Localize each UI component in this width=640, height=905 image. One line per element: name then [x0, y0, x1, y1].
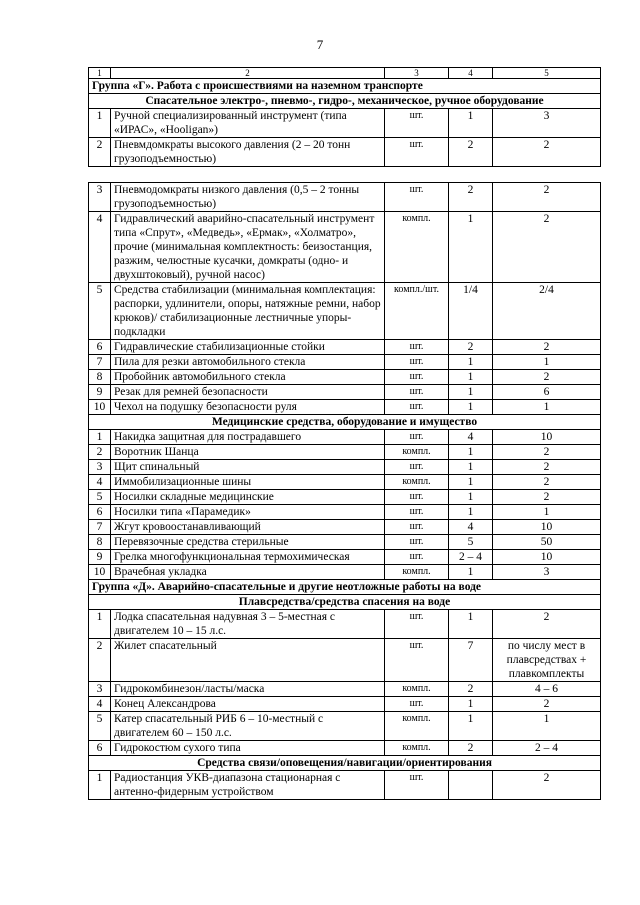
equipment-table-part-2 [88, 182, 601, 800]
item-name: Гидравлические стабилизационные стойки [111, 340, 385, 355]
quantity-max: 10 [493, 550, 601, 565]
unit-of-measure: шт. [385, 490, 449, 505]
quantity-max: 1 [493, 712, 601, 741]
quantity-min: 1 [449, 445, 493, 460]
column-number: 5 [493, 68, 601, 79]
quantity-min: 1 [449, 610, 493, 639]
group-heading-row [89, 580, 601, 595]
group-heading: Группа «Д». Аварийно-спасательные и другие неотложные работы на воде [89, 580, 601, 595]
table-row [89, 400, 601, 415]
quantity-min: 1 [449, 712, 493, 741]
table-row [89, 682, 601, 697]
quantity-min: 4 [449, 430, 493, 445]
quantity-max: по числу мест в плавсредствах + плавкомплекты [493, 639, 601, 682]
row-number: 3 [89, 682, 111, 697]
subsection-heading: Спасательное электро-, пневмо-, гидро-, механическое, ручное оборудование [89, 94, 601, 109]
item-name: Гидрокостюм сухого типа [111, 741, 385, 756]
table-row [89, 355, 601, 370]
unit-of-measure: шт. [385, 610, 449, 639]
unit-of-measure: компл. [385, 741, 449, 756]
equipment-table-part-1 [88, 67, 601, 167]
row-number: 1 [89, 771, 111, 800]
item-name: Гидравлический аварийно-спасательный инструмент типа «Спрут», «Медведь», «Ермак», «Холматро», прочие (минимальная комплектность: беизостанция, разжим, челюстные кусачки, домкраты (одно- и двухштоковый), ручной насос) [111, 212, 385, 283]
table-row [89, 445, 601, 460]
quantity-min: 7 [449, 639, 493, 682]
row-number: 8 [89, 535, 111, 550]
table-row [89, 385, 601, 400]
table-row [89, 283, 601, 340]
row-number: 7 [89, 355, 111, 370]
row-number: 5 [89, 490, 111, 505]
column-number: 3 [385, 68, 449, 79]
table-row [89, 741, 601, 756]
item-name: Резак для ремней безопасности [111, 385, 385, 400]
quantity-min: 5 [449, 535, 493, 550]
quantity-max: 50 [493, 535, 601, 550]
item-name: Ручной специализированный инструмент (типа «ИРАС», «Hooligan») [111, 109, 385, 138]
table-row [89, 712, 601, 741]
row-number: 2 [89, 445, 111, 460]
unit-of-measure: шт. [385, 639, 449, 682]
row-number: 2 [89, 639, 111, 682]
table-row [89, 109, 601, 138]
quantity-max: 10 [493, 430, 601, 445]
quantity-max: 2 [493, 490, 601, 505]
unit-of-measure: шт. [385, 370, 449, 385]
table-row [89, 212, 601, 283]
unit-of-measure: шт. [385, 183, 449, 212]
quantity-min [449, 771, 493, 800]
row-number: 4 [89, 697, 111, 712]
column-number: 1 [89, 68, 111, 79]
table-row [89, 340, 601, 355]
unit-of-measure: шт. [385, 550, 449, 565]
quantity-min: 4 [449, 520, 493, 535]
item-name: Катер спасательный РИБ 6 – 10-местный с двигателем 60 – 150 л.с. [111, 712, 385, 741]
quantity-max: 2 [493, 610, 601, 639]
quantity-max: 2 [493, 697, 601, 712]
row-number: 8 [89, 370, 111, 385]
item-name: Носилки типа «Парамедик» [111, 505, 385, 520]
row-number: 6 [89, 340, 111, 355]
row-number: 9 [89, 550, 111, 565]
quantity-max: 2 [493, 138, 601, 167]
table-row [89, 639, 601, 682]
item-name: Пила для резки автомобильного стекла [111, 355, 385, 370]
quantity-min: 1 [449, 385, 493, 400]
item-name: Жилет спасательный [111, 639, 385, 682]
row-number: 10 [89, 400, 111, 415]
quantity-min: 1 [449, 460, 493, 475]
quantity-min: 1 [449, 400, 493, 415]
quantity-min: 1 [449, 212, 493, 283]
unit-of-measure: шт. [385, 355, 449, 370]
item-name: Врачебная укладка [111, 565, 385, 580]
unit-of-measure: шт. [385, 505, 449, 520]
quantity-max: 2 [493, 771, 601, 800]
page-number: 7 [316, 37, 324, 52]
quantity-min: 1 [449, 697, 493, 712]
row-number: 6 [89, 505, 111, 520]
quantity-max: 2 [493, 183, 601, 212]
quantity-min: 1 [449, 565, 493, 580]
quantity-min: 2 [449, 340, 493, 355]
row-number: 3 [89, 183, 111, 212]
item-name: Пневмодомкраты низкого давления (0,5 – 2 тонны грузоподъемностью) [111, 183, 385, 212]
quantity-max: 2 [493, 460, 601, 475]
quantity-min: 1/4 [449, 283, 493, 340]
quantity-min: 1 [449, 355, 493, 370]
table-row [89, 771, 601, 800]
group-heading: Группа «Г». Работа с происшествиями на наземном транспорте [89, 79, 601, 94]
quantity-max: 2 [493, 340, 601, 355]
item-name: Воротник Шанца [111, 445, 385, 460]
unit-of-measure: компл. [385, 475, 449, 490]
quantity-max: 2 – 4 [493, 741, 601, 756]
table-row [89, 183, 601, 212]
column-number: 4 [449, 68, 493, 79]
unit-of-measure: компл. [385, 682, 449, 697]
subsection-heading-row [89, 595, 601, 610]
table-row [89, 697, 601, 712]
item-name: Чехол на подушку безопасности руля [111, 400, 385, 415]
item-name: Гидрокомбинезон/ласты/маска [111, 682, 385, 697]
item-name: Пробойник автомобильного стекла [111, 370, 385, 385]
table-row [89, 138, 601, 167]
row-number: 5 [89, 712, 111, 741]
subsection-heading: Средства связи/оповещения/навигации/ориентирования [89, 756, 601, 771]
row-number: 1 [89, 109, 111, 138]
row-number: 5 [89, 283, 111, 340]
row-number: 4 [89, 212, 111, 283]
row-number: 1 [89, 610, 111, 639]
table-row [89, 505, 601, 520]
table-row [89, 550, 601, 565]
quantity-max: 2/4 [493, 283, 601, 340]
row-number: 6 [89, 741, 111, 756]
quantity-max: 2 [493, 370, 601, 385]
unit-of-measure: шт. [385, 340, 449, 355]
row-number: 3 [89, 460, 111, 475]
quantity-min: 1 [449, 475, 493, 490]
unit-of-measure: компл./шт. [385, 283, 449, 340]
subsection-heading-row [89, 94, 601, 109]
unit-of-measure: компл. [385, 712, 449, 741]
item-name: Пневмдомкраты высокого давления (2 – 20 тонн грузоподъемностью) [111, 138, 385, 167]
row-number: 10 [89, 565, 111, 580]
item-name: Перевязочные средства стерильные [111, 535, 385, 550]
unit-of-measure: компл. [385, 212, 449, 283]
unit-of-measure: компл. [385, 565, 449, 580]
row-number: 9 [89, 385, 111, 400]
table-row [89, 565, 601, 580]
unit-of-measure: шт. [385, 535, 449, 550]
subsection-heading-row [89, 415, 601, 430]
row-number: 2 [89, 138, 111, 167]
table-row [89, 610, 601, 639]
quantity-min: 2 [449, 138, 493, 167]
table-row [89, 520, 601, 535]
quantity-max: 6 [493, 385, 601, 400]
item-name: Жгут кровоостанавливающий [111, 520, 385, 535]
table-row [89, 430, 601, 445]
item-name: Щит спинальный [111, 460, 385, 475]
quantity-min: 2 – 4 [449, 550, 493, 565]
unit-of-measure: шт. [385, 400, 449, 415]
subsection-heading: Медицинские средства, оборудование и имущество [89, 415, 601, 430]
column-number: 2 [111, 68, 385, 79]
quantity-min: 2 [449, 183, 493, 212]
quantity-max: 10 [493, 520, 601, 535]
unit-of-measure: компл. [385, 445, 449, 460]
quantity-min: 2 [449, 682, 493, 697]
unit-of-measure: шт. [385, 138, 449, 167]
column-number-row [89, 68, 601, 79]
quantity-min: 2 [449, 741, 493, 756]
unit-of-measure: шт. [385, 697, 449, 712]
table-row [89, 460, 601, 475]
quantity-min: 1 [449, 505, 493, 520]
item-name: Иммобилизационные шины [111, 475, 385, 490]
quantity-max: 2 [493, 445, 601, 460]
unit-of-measure: шт. [385, 771, 449, 800]
quantity-max: 1 [493, 505, 601, 520]
table-row [89, 370, 601, 385]
item-name: Конец Александрова [111, 697, 385, 712]
quantity-max: 1 [493, 355, 601, 370]
table-row [89, 535, 601, 550]
item-name: Накидка защитная для пострадавшего [111, 430, 385, 445]
quantity-max: 1 [493, 400, 601, 415]
quantity-max: 4 – 6 [493, 682, 601, 697]
quantity-max: 3 [493, 565, 601, 580]
item-name: Носилки складные медицинские [111, 490, 385, 505]
item-name: Средства стабилизации (минимальная комплектация: распорки, удлинители, опоры, натяжные ремни, набор крюков)/ стабилизационные лестничные упоры-подкладки [111, 283, 385, 340]
group-heading-row [89, 79, 601, 94]
row-number: 1 [89, 430, 111, 445]
quantity-min: 1 [449, 109, 493, 138]
unit-of-measure: шт. [385, 520, 449, 535]
row-number: 7 [89, 520, 111, 535]
row-number: 4 [89, 475, 111, 490]
table-row [89, 475, 601, 490]
quantity-max: 2 [493, 212, 601, 283]
quantity-min: 1 [449, 490, 493, 505]
unit-of-measure: шт. [385, 430, 449, 445]
table-row [89, 490, 601, 505]
unit-of-measure: шт. [385, 109, 449, 138]
item-name: Грелка многофункциональная термохимическая [111, 550, 385, 565]
item-name: Радиостанция УКВ-диапазона стационарная с антенно-фидерным устройством [111, 771, 385, 800]
quantity-min: 1 [449, 370, 493, 385]
subsection-heading: Плавсредства/средства спасения на воде [89, 595, 601, 610]
unit-of-measure: шт. [385, 460, 449, 475]
subsection-heading-row [89, 756, 601, 771]
item-name: Лодка спасательная надувная 3 – 5-местная с двигателем 10 – 15 л.с. [111, 610, 385, 639]
quantity-max: 2 [493, 475, 601, 490]
quantity-max: 3 [493, 109, 601, 138]
unit-of-measure: шт. [385, 385, 449, 400]
